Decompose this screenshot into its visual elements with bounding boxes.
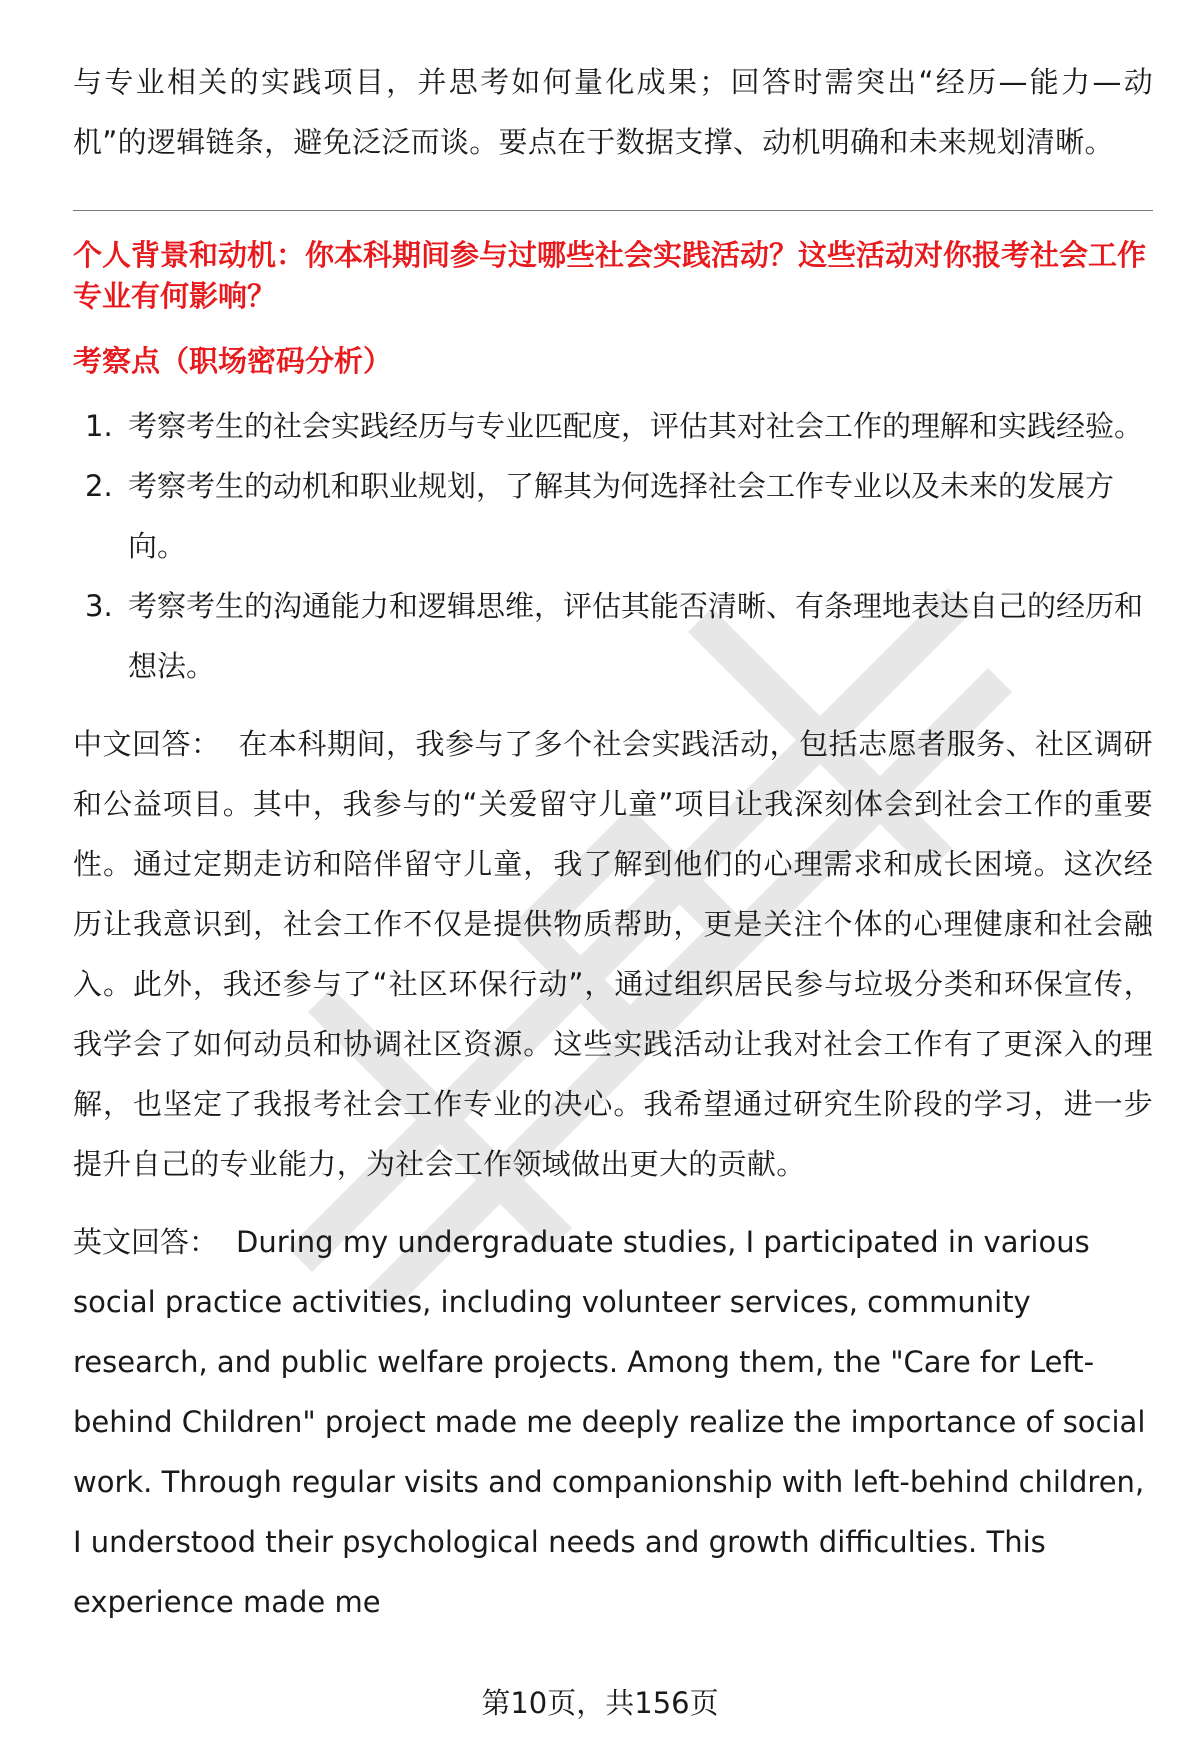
examination-point — [73, 396, 1153, 456]
page-content — [73, 52, 1153, 1632]
point-text: 考察考生的社会实践经历与专业匹配度，评估其对社会工作的理解和实践经验。 — [128, 409, 1144, 443]
point-number: 3. — [85, 589, 113, 623]
answer-chinese-text: 在本科期间，我参与了多个社会实践活动，包括志愿者服务、社区调研和公益项目。其中，我参与的“关爱留守儿童”项目让我深刻体会到社会工作的重要性。通过定期走访和陪伴留守儿童，我了解到他们的心理需求和成长困境。这次经历让我意识到，社会工作不仅是提供物质帮助，更是关注个体的心理健康和社会融入。此外，我还参与了“社区环保行动”，通过组织居民参与垃圾分类和环保宣传，我学会了如何动员和协调社区资源。这些实践活动让我对社会工作有了更深入的理解，也坚定了我报考社会工作专业的决心。我希望通过研究生阶段的学习，进一步提升自己的专业能力，为社会工作领域做出更大的贡献。 — [73, 727, 1153, 1181]
examination-heading: 考察点（职场密码分析） — [73, 344, 393, 378]
point-number: 2. — [85, 469, 113, 503]
examination-point — [73, 456, 1153, 576]
section-divider — [73, 210, 1153, 211]
point-number: 1. — [85, 409, 113, 443]
answer-english-text: During my undergraduate studies, I participated in various social practice activities, including volunteer services, community research, and public welfare projects. Among them, the "Care for Left-behind Children" project made me deeply realize the importance of social work. Through regular visits and companionship with left-behind children, I understood their psychological needs and growth difficulties. This experience made me — [73, 1225, 1146, 1619]
answer-chinese-label: 中文回答： — [73, 727, 221, 761]
page-number-footer: 第10页，共156页 — [481, 1686, 719, 1720]
question-heading: 个人背景和动机：你本科期间参与过哪些社会实践活动？这些活动对你报考社会工作专业有何影响？ — [73, 238, 1147, 313]
examination-point — [73, 576, 1153, 696]
examination-points-list — [73, 396, 1153, 696]
answer-chinese-paragraph — [73, 714, 1153, 1194]
point-text: 考察考生的沟通能力和逻辑思维，评估其能否清晰、有条理地表达自己的经历和想法。 — [128, 589, 1144, 683]
answer-english-label: 英文回答： — [73, 1225, 219, 1259]
intro-paragraph: 与专业相关的实践项目，并思考如何量化成果；回答时需突出“经历—能力—动机”的逻辑链条，避免泛泛而谈。要点在于数据支撑、动机明确和未来规划清晰。 — [73, 65, 1153, 159]
point-text: 考察考生的动机和职业规划，了解其为何选择社会工作专业以及未来的发展方向。 — [128, 469, 1115, 563]
answer-english-paragraph — [73, 1212, 1153, 1632]
